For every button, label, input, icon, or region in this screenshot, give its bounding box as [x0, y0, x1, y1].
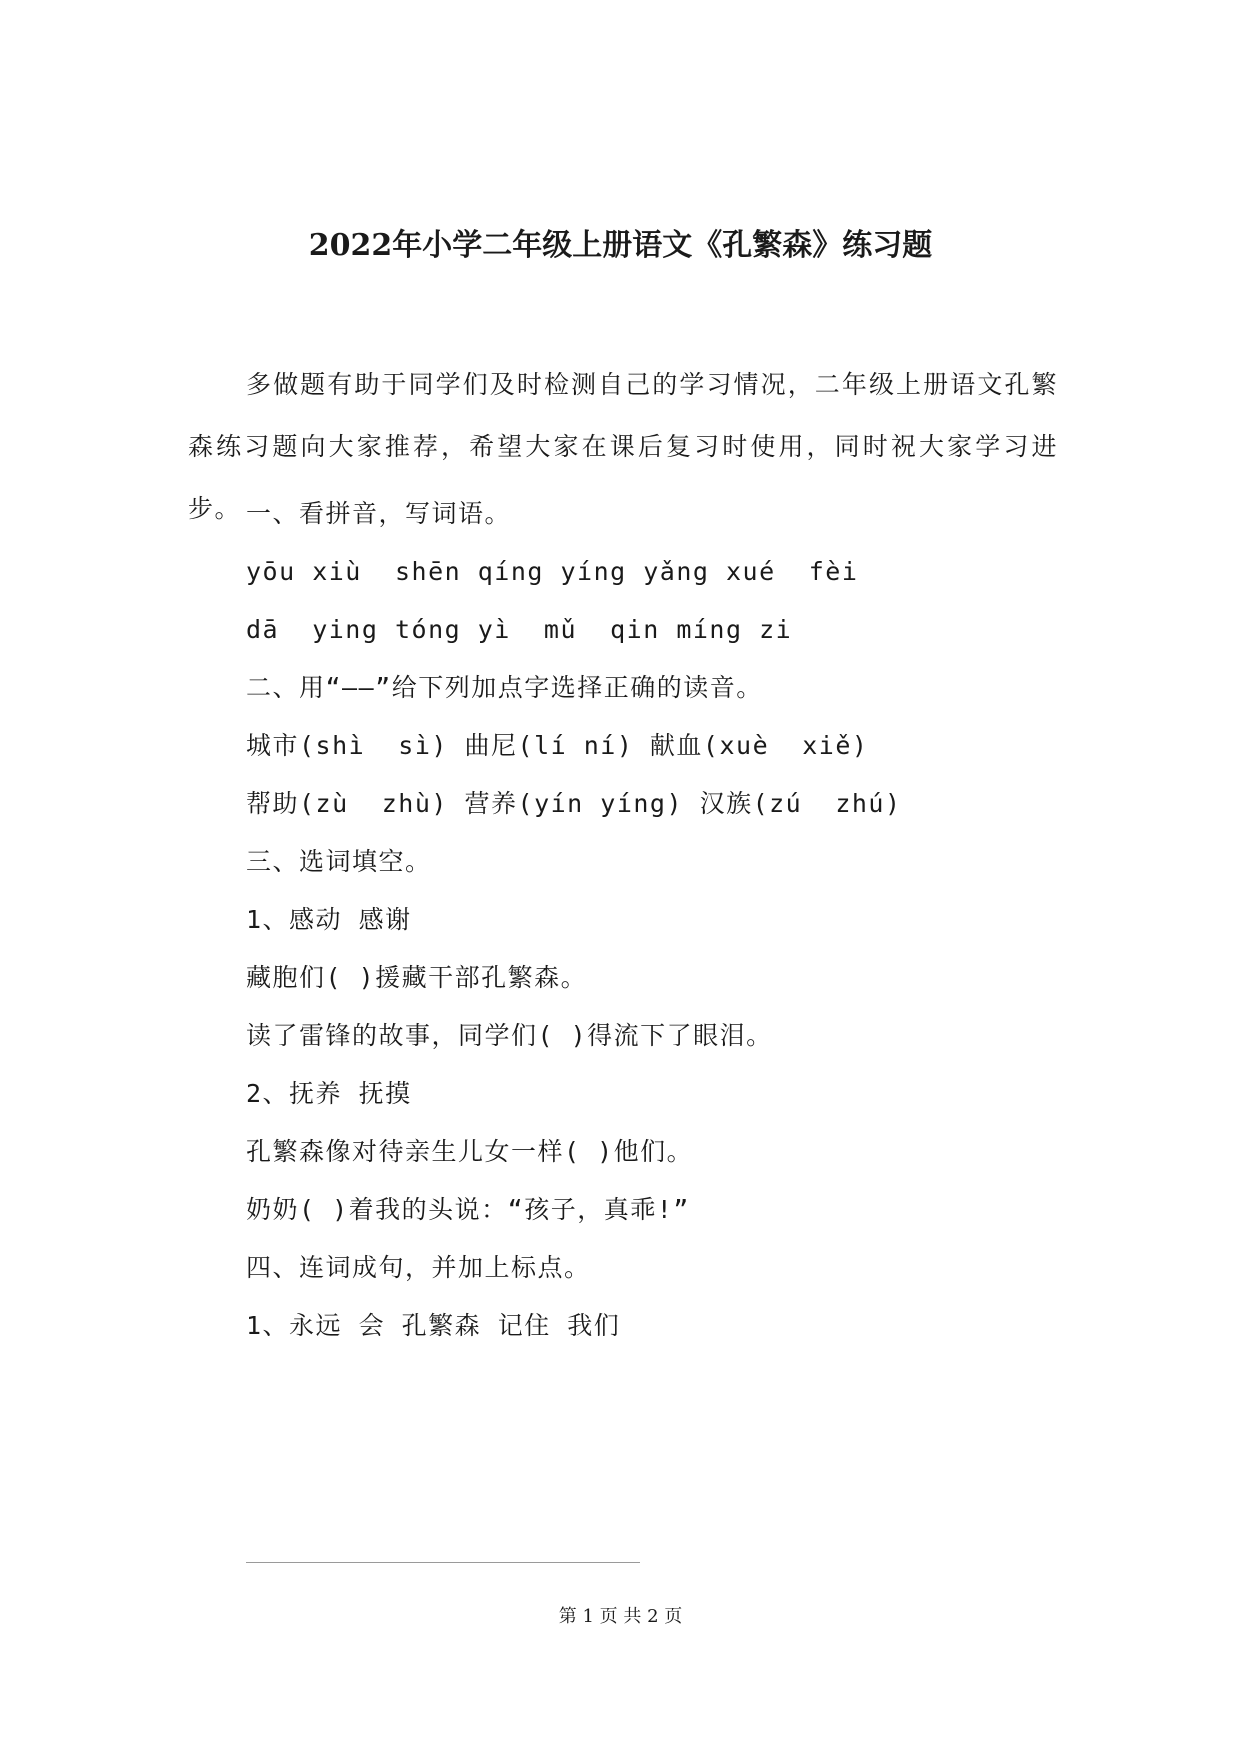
reading-line-1: 城市(shì sì) 曲尼(lí ní) 献血(xuè xiě)	[246, 731, 869, 760]
pinyin-line-2: dā ying tóng yì mǔ qin míng zi	[246, 615, 793, 644]
answer-line	[246, 1562, 640, 1563]
reading-line-2: 帮助(zù zhù) 营养(yín yíng) 汉族(zú zhú)	[246, 789, 902, 818]
word-choice-1: 1、感动 感谢	[246, 905, 412, 934]
section-heading-1: 一、看拼音，写词语。	[246, 499, 512, 528]
page-number: 第 1 页 共 2 页	[558, 1606, 683, 1627]
pinyin-line-1: yōu xiù shēn qíng yíng yǎng xué fèi	[246, 557, 859, 586]
section-heading-3: 三、选词填空。	[246, 847, 432, 876]
section-heading-4: 四、连词成句，并加上标点。	[246, 1253, 591, 1282]
intro-paragraph: 多做题有助于同学们及时检测自己的学习情况，二年级上册语文孔繁森练习题向大家推荐，希望大家在课后复习时使用，同时祝大家学习进步。	[188, 370, 1058, 523]
section-heading-2: 二、用“——”给下列加点字选择正确的读音。	[246, 673, 763, 702]
fill-sentence-1: 藏胞们( )援藏干部孔繁森。	[246, 963, 588, 992]
fill-sentence-3: 孔繁森像对待亲生儿女一样( )他们。	[246, 1137, 694, 1166]
fill-sentence-2: 读了雷锋的故事，同学们( )得流下了眼泪。	[246, 1021, 773, 1050]
sentence-words-1: 1、永远 会 孔繁森 记住 我们	[246, 1311, 621, 1340]
document-title: 2022年小学二年级上册语文《孔繁森》练习题	[308, 228, 933, 263]
fill-sentence-4: 奶奶( )着我的头说：“孩子，真乖!”	[246, 1195, 690, 1224]
word-choice-2: 2、抚养 抚摸	[246, 1079, 412, 1108]
